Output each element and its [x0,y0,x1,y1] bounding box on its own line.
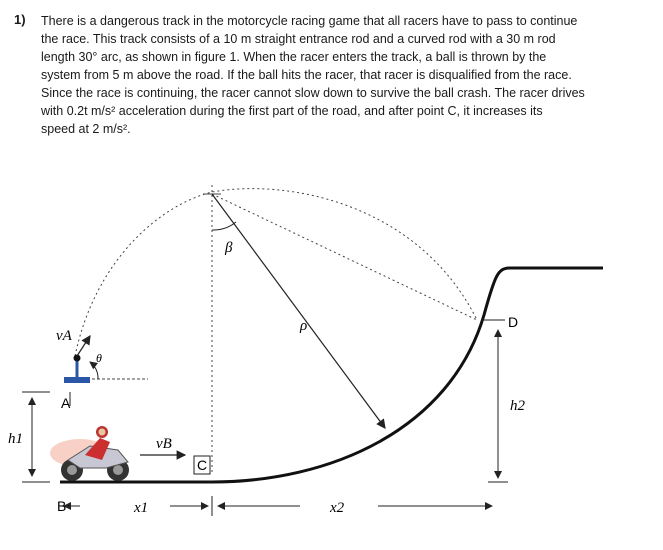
va-arrow [77,336,90,356]
beta-angle-arc [212,222,236,230]
label-x2: x2 [330,500,345,516]
rho-arrow [212,194,385,428]
label-a: A [61,395,71,411]
problem-line-6: with 0.2t m/s² acceleration during the first part of the road, and after point C, it increases its [41,104,543,118]
label-x1: x1 [134,500,149,516]
label-h2: h2 [510,398,525,414]
label-h1: h1 [8,431,23,447]
problem-line-3: length 30° arc, as shown in figure 1. When the racer enters the track, a ball is thrown by the [41,50,547,64]
problem-line-1: There is a dangerous track in the motorcycle racing game that all racers have to pass to continue [41,14,578,28]
label-d: D [508,314,519,330]
problem-line-4: system from 5 m above the road. If the ball hits the racer, that racer is disqualified from the race. [41,68,572,82]
label-beta: β [225,240,233,256]
track-diagram [0,170,663,550]
label-b: B [57,498,67,514]
track-road [60,268,603,482]
problem-line-7: speed at 2 m/s². [41,122,131,136]
label-theta: θ [96,351,102,365]
problem-line-2: the race. This track consists of a 10 m straight entrance rod and a curved rod with a 30 m rod [41,32,556,46]
label-va: vA [56,328,72,344]
label-c: C [197,457,208,473]
label-rho: ρ [300,318,308,334]
ball-launcher [64,377,90,383]
radius-guide-line [212,194,477,320]
problem-number: 1) [14,12,26,27]
label-vb: vB [156,436,172,452]
problem-line-5: Since the race is continuing, the racer cannot slow down to survive the ball crash. The racer drives [41,86,585,100]
ball-trajectory-arc [75,189,477,356]
motorcycle-rider-icon [50,426,129,481]
